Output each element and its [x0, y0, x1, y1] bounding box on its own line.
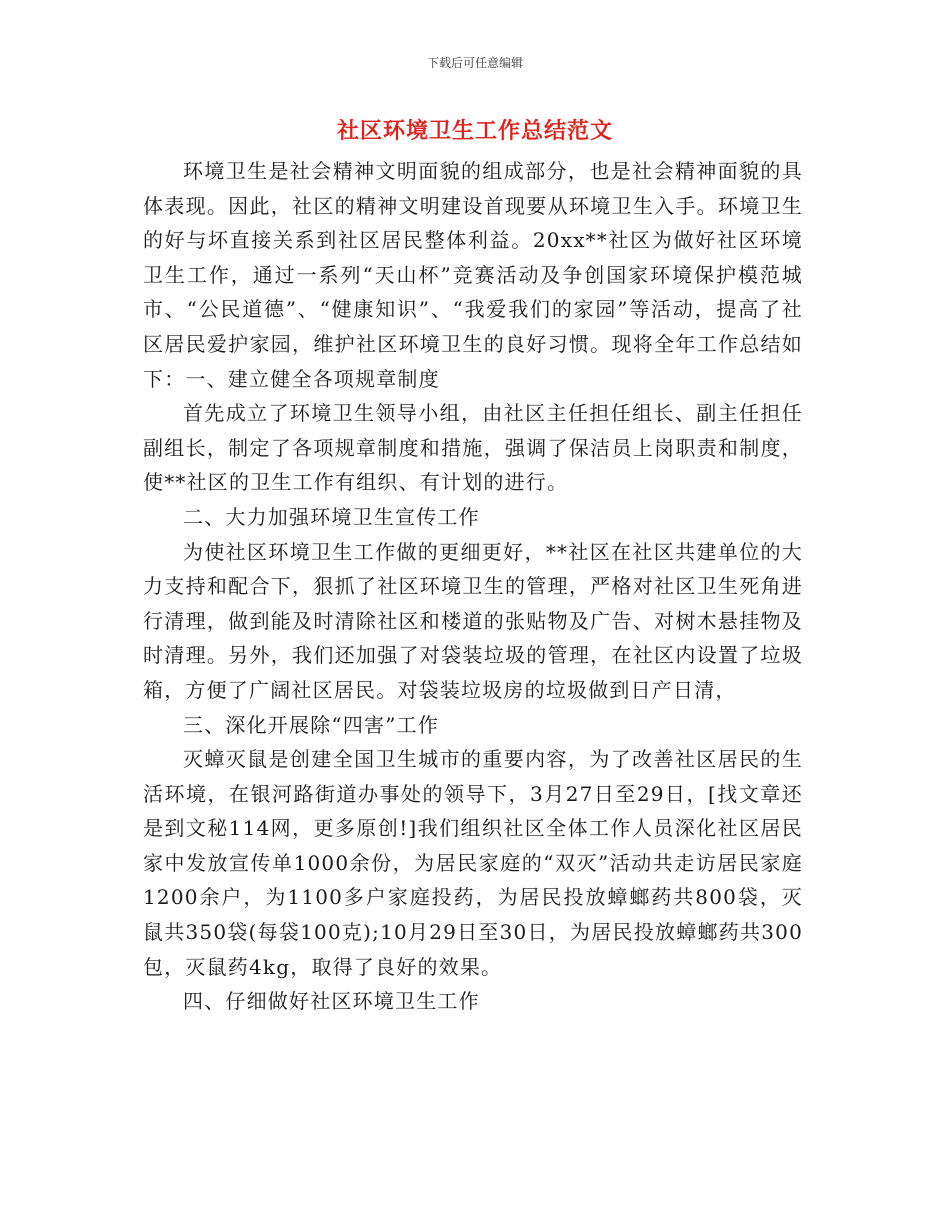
section-heading-2: 二、大力加强环境卫生宣传工作	[183, 504, 480, 529]
document-body	[143, 154, 803, 1019]
section-heading-3: 三、深化开展除“四害”工作	[183, 712, 440, 737]
paragraph-leadership: 首先成立了环境卫生领导小组，由社区主任担任组长、副主任担任副组长，制定了各项规章制度和措施，强调了保洁员上岗职责和制度，使**社区的卫生工作有组织、有计划的进行。	[143, 401, 803, 495]
page-header-note: 下载后可任意编辑	[426, 56, 523, 70]
section-heading-4: 四、仔细做好社区环境卫生工作	[183, 989, 480, 1014]
document-title: 社区环境卫生工作总结范文	[336, 118, 613, 144]
paragraph-publicity: 为使社区环境卫生工作做的更细更好，**社区在社区共建单位的大力支持和配合下，狠抓了社区环境卫生的管理，严格对社区卫生死角进行清理，做到能及时清除社区和楼道的张贴物及广告、对树木悬挂物及时清理。另外，我们还加强了对袋装垃圾的管理，在社区内设置了垃圾箱，方便了广阔社区居民。对袋装垃圾房的垃圾做到日产日清，	[143, 539, 803, 702]
paragraph-intro: 环境卫生是社会精神文明面貌的组成部分，也是社会精神面貌的具体表现。因此，社区的精神文明建设首现要从环境卫生入手。环境卫生的好与坏直接关系到社区居民整体利益。20xx**社区为做好社区环境卫生工作，通过一系列“天山杯”竞赛活动及争创国家环境保护模范城市、“公民道德”、“健康知识”、“我爱我们的家园”等活动，提高了社区居民爱护家园，维护社区环境卫生的良好习惯。现将全年工作总结如下：一、建立健全各项规章制度	[143, 159, 803, 391]
paragraph-pest-control: 灭蟑灭鼠是创建全国卫生城市的重要内容，为了改善社区居民的生活环境，在银河路街道办事处的领导下，3月27日至29日，[找文章还是到文秘114网，更多原创!]我们组织社区全体工作人员深化社区居民家中发放宣传单1000余份，为居民家庭的“双灭”活动共走访居民家庭1200余户，为1100多户家庭投药，为居民投放蟑螂药共800袋，灭鼠共350袋(每袋100克);10月29日至30日，为居民投放蟑螂药共300包，灭鼠药4kg，取得了良好的效果。	[143, 747, 803, 979]
